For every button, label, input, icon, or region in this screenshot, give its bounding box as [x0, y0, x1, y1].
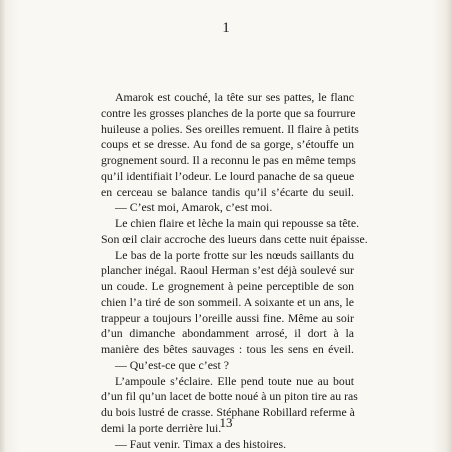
text-line: en cerceau se balance tandis qu’il s’écarte du seuil. [101, 184, 354, 199]
body-text [101, 90, 368, 452]
text-line: Le chien flaire et lèche la main qui repousse sa tête. [115, 216, 360, 230]
text-line: contre les grosses planches de la porte que sa fourrure [101, 105, 356, 120]
text-line: Son œil clair accroche des lueurs dans cette nuit épaisse. [101, 231, 368, 246]
text-line: — Faut venir. Timax a des histoires. [115, 436, 287, 451]
text-line: demi la porte derrière lui. [101, 420, 222, 435]
text-line: plancher inégal. Raoul Herman s’est déjà soulevé sur [101, 263, 354, 278]
text-line: trappeur a toujours l’oreille aussi fine. Même au soir [101, 310, 354, 325]
text-line: qu’il identifiait l’odeur. Le lourd panache de sa queue [101, 168, 355, 183]
text-line: d’un dimanche abondamment arrosé, il dort à la [101, 326, 354, 341]
chapter-number: 1 [222, 20, 230, 36]
text-line: Amarok est couché, la tête sur ses pattes, le flanc [115, 90, 354, 104]
page-number: 13 [219, 415, 233, 430]
text-line: — Qu’est-ce que c’est ? [115, 357, 229, 372]
text-line: huileuse a polies. Ses oreilles remuent. Il flaire à petits [101, 121, 359, 136]
text-line: un coude. Le grognement à peine perceptible de son [101, 279, 354, 293]
text-line: — C’est moi, Amarok, c’est moi. [115, 200, 273, 215]
text-line: Le bas de la porte frotte sur les nœuds saillants du [115, 247, 354, 262]
text-line: coups et se dresse. Au fond de sa gorge, s’étouffe un [101, 137, 354, 152]
text-line: d’un fil qu’un lacet de botte noué à un piton tire au ras [101, 389, 358, 404]
text-line: du bois lustré de crasse. Stéphane Robillard referme à [101, 405, 355, 419]
text-line: manière des bêtes sauvages : tous les sens en éveil. [101, 342, 354, 356]
text-line: L’ampoule s’éclaire. Elle pend toute nue au bout [115, 373, 354, 388]
text-line: chien l’a tiré de son sommeil. A soixante et un ans, le [101, 294, 354, 309]
text-line: grognement sourd. Il a reconnu le pas en même temps [101, 153, 356, 167]
